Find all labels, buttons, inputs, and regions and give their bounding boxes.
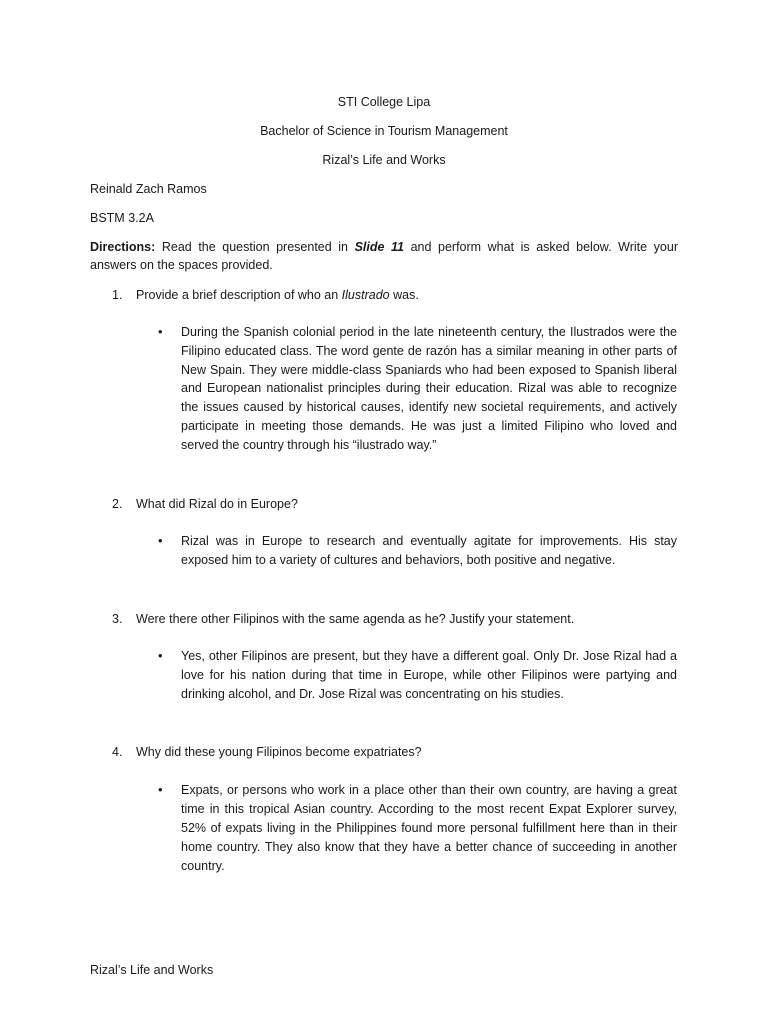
question-text <box>136 286 676 304</box>
question-number: 1. <box>112 288 123 302</box>
bullet-icon: • <box>158 782 163 797</box>
question-number: 4. <box>112 745 123 759</box>
bullet-icon: • <box>158 648 163 663</box>
slide-reference: Slide 11 <box>354 240 404 254</box>
question-number: 2. <box>112 497 123 511</box>
answer-text: Yes, other Filipinos are present, but they have a different goal. Only Dr. Jose Rizal had a love for his nation during that time in Europe, while other Filipinos were partying and drinking alcohol, and Dr. Jose Rizal was concentrating on his studies. <box>181 649 677 701</box>
question-text: Were there other Filipinos with the same agenda as he? Justify your statement. <box>136 612 575 626</box>
question-text: Why did these young Filipinos become expatriates? <box>136 745 422 759</box>
directions-label: Directions: <box>90 240 156 254</box>
course-title: Rizal’s Life and Works <box>322 153 446 167</box>
ilustrado-term: Ilustrado <box>341 288 390 302</box>
answer-text: Rizal was in Europe to research and eventually agitate for improvements. His stay exposed him to a variety of cultures and behaviors, both positive and negative. <box>181 534 677 567</box>
student-section: BSTM 3.2A <box>90 211 154 225</box>
student-name: Reinald Zach Ramos <box>90 182 207 196</box>
page-footer: Rizal’s Life and Works <box>90 963 214 977</box>
answer-text: Expats, or persons who work in a place other than their own country, are having a great time in this tropical Asian country. According to the most recent Expat Explorer survey, 52% of expats living in the Philippines found more personal fulfillment here than in their home country. They also know that they have a better chance of succeeding in another country. <box>181 783 677 873</box>
question-text-after: was. <box>389 288 419 302</box>
bullet-icon: • <box>158 533 163 548</box>
bullet-icon: • <box>158 324 163 339</box>
question-number: 3. <box>112 612 123 626</box>
program-name: Bachelor of Science in Tourism Management <box>260 124 508 138</box>
school-name: STI College Lipa <box>337 95 431 109</box>
question-text-before: Provide a brief description of who an <box>136 288 342 302</box>
directions-text-before: Read the question presented in <box>155 240 355 254</box>
directions-paragraph <box>90 238 678 274</box>
directions-text-after: and perform what is asked below. Write your answers on the spaces provided. <box>90 240 678 272</box>
question-text: What did Rizal do in Europe? <box>136 497 298 511</box>
answer-text: During the Spanish colonial period in the late nineteenth century, the Ilustrados were the Filipino educated class. The word gente de razón has a similar meaning in other parts of New Spain. They were middle-class Spaniards who had been exposed to Spanish liberal and European nationalist principles during their education. Rizal was able to recognize the issues caused by historical causes, identify new societal requirements, and actively participate in meeting those demands. He was just a limited Filipino who loved and served the country through his “ilustrado way.” <box>181 325 677 452</box>
